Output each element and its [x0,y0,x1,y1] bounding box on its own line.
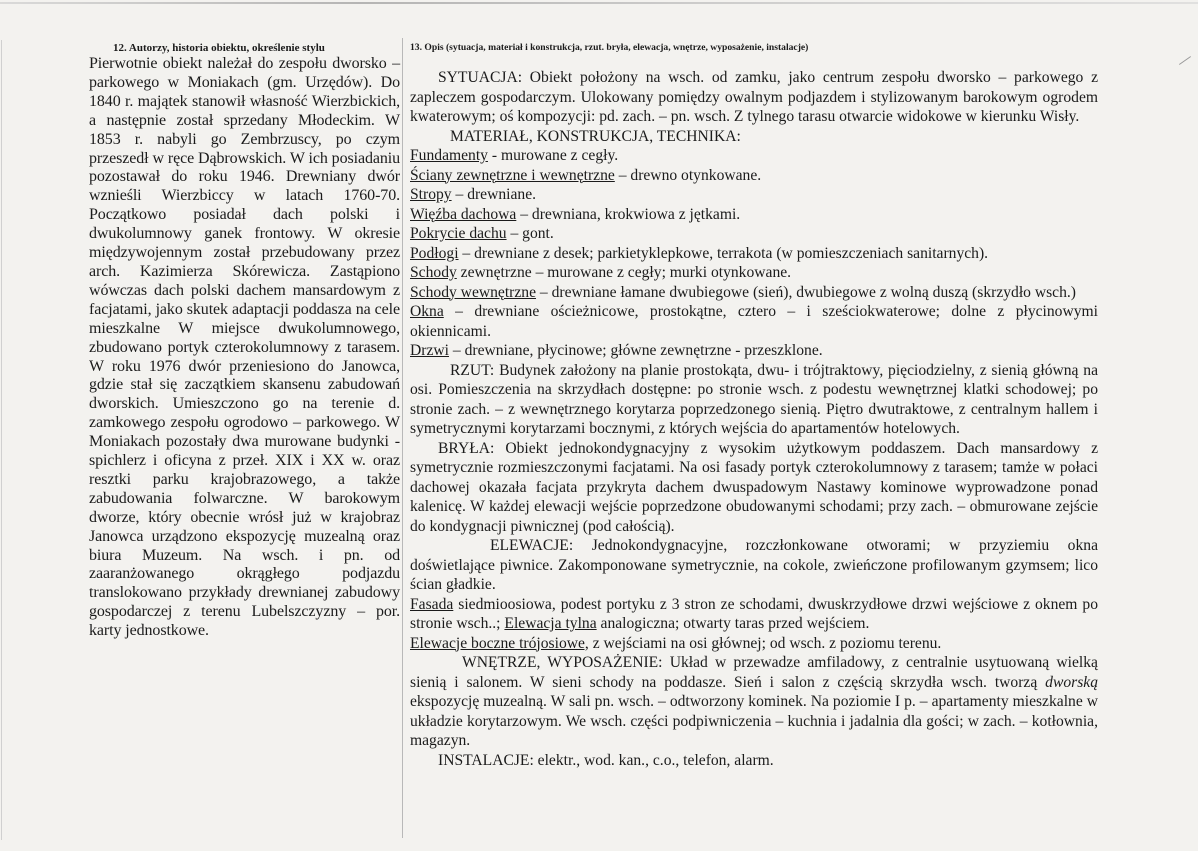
material-item [410,224,1098,244]
fasada-paragraph [410,595,1098,634]
materials-list [410,146,1098,361]
boczne-text: z wejściami na osi głównej; od wsch. z poziomu terenu. [588,634,942,652]
wnetrze-text-b: ekspozycję muzealną. W sali pn. wsch. – odtworzony kominek. Na poziomie I p. – apartamenty mieszkalne w układzie korytarzowym. We wsch. części podpiwniczenia – kuchnia i jadalnia dla gości; w zach. – kotłownia, magazyn. [410,693,1098,749]
material-term: Stropy [410,186,452,203]
elewacje-text: Jednokondygnacyjne, rozczłonkowane otworami; w przyziemiu okna doświetlające piwnice. Zakomponowane symetrycznie, na cokole, zwieńczone profilowanym gzymsem; lico ścian gładkie. [410,537,1098,593]
elewacje-paragraph [410,536,1098,595]
instalacje-text: elektr., wod. kan., c.o., telefon, alarm. [533,751,774,769]
material-item [410,302,1098,341]
rzut-label: RZUT: [450,361,495,379]
material-desc: – drewniane łamane dwubiegowe (sień), dwubiegowe z wolną duszą (skrzydło wsch.) [536,283,1076,301]
sytuacja-label: SYTUACJA: [438,69,523,86]
left-edge-line [1,40,2,840]
bryla-text: Obiekt jednokondygnacyjny z wysokim użytkowym poddaszem. Dach mansardowy z symetrycznie rozmieszczonymi facjatami. Na osi fasady portyk czterokolumnowy z tarasem; tamże w połaci dachowej okazała facjata przykryta dachem dwuspadowym Nastawy kominowe wyprowadzone ponad kalenicę. W każdej elewacji wejście poprzedzone obudowanymi schodami; przy zach. – obmurowane zejście do kondygnacji piwnicznej (pod całością). [410,439,1098,535]
sytuacja-paragraph [410,68,1098,127]
material-desc: – drewniane, płycinowe; główne zewnętrzne - przeszklone. [448,342,823,359]
wnetrze-text-a: Układ w przewadze amfiladowy, z centralnie usytuowaną wielką sienią i salonem. W sieni schody na poddasze. Sień i salon z częścią skrzydła wsch. tworzą [410,654,1098,691]
material-item [410,205,1098,225]
tylna-text: analogiczna; otwarty taras przed wejściem. [596,615,870,632]
rzut-paragraph [410,361,1098,439]
material-desc: – drewniane. [451,186,537,203]
material-heading: MATERIAŁ, KONSTRUKCJA, TECHNIKA: [450,127,741,145]
material-term: Okna [410,303,444,320]
column-divider [402,38,403,838]
material-item [410,283,1098,303]
material-desc: – drewniane z desek; parkietyklepkowe, terrakota (w pomieszczeniach sanitarnych). [458,244,989,262]
fasada-text: siedmioosiowa, podest portyku z 3 stron ze schodami, dwuskrzydłowe drzwi wejściowe z oknem po stronie wsch..; [410,595,1098,632]
material-item [410,341,1098,361]
material-term: Pokrycie dachu [410,225,507,242]
history-section-heading: 12. Autorzy, historia obiektu, określenie stylu [113,42,325,54]
material-desc: – drewno otynkowane. [614,166,762,184]
material-term: Więźba dachowa [410,205,517,223]
material-term: Podłogi [410,244,459,262]
instalacje-label: INSTALACJE: [438,751,534,769]
bryla-paragraph [410,439,1098,537]
history-text: Pierwotnie obiekt należał do zespołu dworsko – parkowego w Moniakach (gm. Urzędów). Do 1840 r. majątek stanowił własność Wierzbickich, a następnie został sprzedany Młodeckim. W 1853 r. nabyli go Zembrzuscy, po czym przeszedł w ręce Dąbrowskich. W ich posiadaniu pozostawał do roku 1946. Drewniany dwór wznieśli Wierzbiccy w latach 1760-70. Początkowo posiadał dach polski i dwukolumnowy ganek frontowy. W okresie międzywojennym został przebudowany przez arch. Kazimierza Skórewicza. Zastąpiono wówczas dach polski dachem mansardowym z facjatami, jako skutek adaptacji poddasza na cele mieszkalne W miejsce dwukolumnowego, zbudowano portyk czterokolumnowy z tarasem. W roku 1976 dwór przeniesiono do Janowca, gdzie stał się zaczątkiem skansenu zabudowań dworskich. Umieszczono go na terenie d. zamkowego zespołu ogrodowo – parkowego. W Moniakach pozostały dwa murowane budynki - spichlerz i oficyna z przeł. XIX i XX w. oraz resztki parku krajobrazowego, a także zabudowania folwarczne. W barokowym dworze, który obecnie wrósł już w krajobraz Janowca urządzono ekspozycję muzealną oraz biura Muzeum. Na wsch. i pn. od zaaranżowanego okrągłego podjazdu translokowano przykłady drewnianej zabudowy gospodarczej z terenu Lubelszczyzny – por. karty jednostkowe. [89,55,400,640]
sytuacja-text: Obiekt położony na wsch. od zamku, jako centrum zespołu dworsko – parkowego z zapleczem gospodarczym. Ulokowany pomiędzy owalnym podjazdem i stylizowanym barokowym ogrodem kwaterowym; oś kompozycji: pd. zach. – pn. wsch. Z tylnego tarasu otwarcie widokowe w kierunku Wisły. [410,69,1098,125]
material-item [410,185,1098,205]
boczne-term: Elewacje boczne trójosiowe, [410,634,589,652]
corner-mark [1179,56,1191,65]
material-term: Schody [410,264,457,281]
description-text [410,68,1098,770]
rzut-text: Budynek założony na planie prostokąta, dwu- i trójtraktowy, pięciodzielny, z sienią główną na osi. Pomieszczenia na skrzydłach dostępne: po stronie wsch. z podestu wewnętrznej klatki schodowej; po stronie zach. – z wewnętrznego korytarza poprzedzonego sienią. Piętro dwutraktowe, z centralnym hallem i symetrycznymi korytarzami bocznymi, z których wejścia do apartamentów hotelowych. [410,361,1098,437]
material-desc: zewnętrzne – murowane z cegły; murki otynkowane. [456,264,792,281]
tylna-term: Elewacja tylna [504,615,597,632]
wnetrze-paragraph [410,653,1098,751]
wnetrze-label: WNĘTRZE, WYPOSAŻENIE: [462,654,663,671]
material-item [410,146,1098,166]
elewacje-label: ELEWACJE: [490,537,574,554]
material-desc: – gont. [506,225,554,242]
instalacje-paragraph [410,751,1098,771]
material-item [410,244,1098,264]
material-desc: - murowane z cegły. [487,147,619,164]
description-section-heading: 13. Opis (sytuacja, materiał i konstrukcja, rzut. bryła, elewacja, wnętrze, wyposażenie, instalacje) [410,42,809,53]
material-desc: – drewniana, krokwiowa z jętkami. [516,205,741,223]
material-term: Fundamenty [410,147,488,164]
material-term: Drzwi [410,342,449,359]
bryla-label: BRYŁA: [438,439,495,457]
top-edge-line [0,2,1198,4]
material-item [410,166,1098,186]
fasada-term: Fasada [410,595,454,613]
boczne-paragraph [410,634,1098,654]
material-term: Ściany zewnętrzne i wewnętrzne [410,166,615,184]
material-desc: – drewniane ościeżnicowe, prostokątne, cztero – i sześciokwaterowe; dolne z płycinowymi okiennicami. [410,303,1098,340]
wnetrze-italic: dworską [1045,673,1098,691]
material-term: Schody wewnętrzne [410,283,537,301]
material-item [410,263,1098,283]
